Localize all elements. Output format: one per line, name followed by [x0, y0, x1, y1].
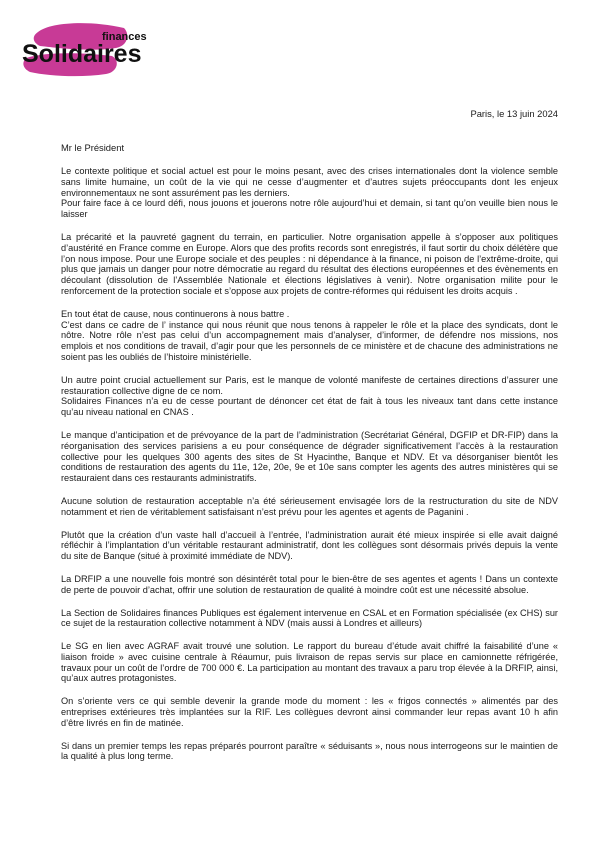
paragraph: La Section de Solidaires finances Publiques est également intervenue en CSAL et en Formation spécialisée (ex CHS) sur ce sujet de la restauration collective notamment à NDV (mais aussi à Londres et ailleurs): [61, 607, 558, 629]
letter-date: Paris, le 13 juin 2024: [470, 108, 558, 119]
svg-text:finances: finances: [102, 31, 147, 43]
paragraph: Aucune solution de restauration acceptable n’a été sérieusement envisagée lors de la restructuration du site de NDV notamment et rien de véritablement satisfaisant n’est prévu pour les agentes et agents de Paganini .: [61, 495, 558, 517]
svg-text:Solidaires: Solidaires: [22, 40, 142, 68]
paragraph: [61, 166, 558, 220]
paragraph: [61, 375, 558, 418]
solidaires-finances-logo: [20, 18, 147, 80]
paragraph-line: Solidaires Finances n’a eu de cesse pourtant de dénoncer cet état de fait à tous les niveaux tant dans cette instance qu’au niveau national en CNAS .: [61, 396, 558, 418]
paragraph-line: C’est dans ce cadre de l’ instance qui nous réunit que nous tenons à rappeler le rôle et la place des syndicats, dont le nôtre. Notre rôle n’est pas celui d’un accompagnement mais d’analyser, d’informer, de défendre nos missions, nos emplois et nos conditions de travail, d’agir pour que les personnels de ce ministère et de chacune des administrations ne soient pas les oubliés de l’histoire ministérielle.: [61, 319, 558, 362]
salutation: Mr le Président: [61, 142, 125, 153]
paragraph: Le manque d’anticipation et de prévoyance de la part de l’administration (Secrétariat Général, DGFIP et DR-FIP) dans la réorganisation des services parisiens a eu pour conséquence de dégrader significativement l’accès à la restauration collective pour les quelques 300 agents des sites de St Hyacinthe, Banque et NDV. Et va désorganiser bientôt les conditions de restauration des agents du 11e, 12e, 20e, 9e et 10e sans compter les agents des autres ministères qui se restauraient dans ces restaurants administratifs.: [61, 429, 558, 484]
paragraph-line: Un autre point crucial actuellement sur Paris, est le manque de volonté manifeste de certaines directions d’assurer une restauration collective digne de ce nom.: [61, 374, 558, 396]
paragraph: La DRFIP a une nouvelle fois montré son désintérêt total pour le bien-être de ses agentes et agents ! Dans un contexte de perte de pouvoir d’achat, offrir une solution de restauration de qualité à moindre coût est une nécessité absolue.: [61, 573, 558, 595]
paragraph-line: Pour faire face à ce lourd défi, nous jouons et jouerons notre rôle aujourd’hui et demain, si tant qu’on veuille bien nous le laisser: [61, 198, 558, 220]
paragraph-line: Le contexte politique et social actuel est pour le moins pesant, avec des crises internationales dont la violence semble sans limite humaine, un coût de la vie qui ne cesse d’augmenter et d’autres sujets préoccupants dont les enjeux environnementaux ne sont assurément pas les derniers.: [61, 166, 558, 198]
paragraph: [61, 309, 558, 363]
paragraph: La précarité et la pauvreté gagnent du terrain, en particulier. Notre organisation appelle à s’opposer aux politiques d’austérité en France comme en Europe. Alors que des profits records sont enregistrés, il faut sortir du choix délétère que l’on nous impose. Pour une Europe sociale et des peuples : ni dépendance à la finance, ni poison de l’extrême-droite, qui plus que jamais un danger pour notre démocratie au regard du résultat des élections européennes et des évènements en découlant (dissolution de l’Assemblée Nationale et élections législatives à venir). Notre organisation milite pour le renforcement de la protection sociale et s’oppose aux projets de contre-réformes qui réduisent les droits acquis .: [61, 231, 558, 296]
paragraph: Le SG en lien avec AGRAF avait trouvé une solution. Le rapport du bureau d’étude avait chiffré la faisabilité d’une « liaison froide » avec cuisine centrale à Réaumur, puis livraison de repas servis sur place en camionnette réfrigérée, travaux pour un coût de l’ordre de 700 000 €. La participation au montant des travaux a paru trop élevée à la DRFIP, ainsi, qu’aux autres protagonistes.: [61, 641, 558, 684]
paragraph-line: En tout état de cause, nous continuerons à nous battre .: [61, 308, 290, 319]
paragraph: Plutôt que la création d’un vaste hall d’accueil à l’entrée, l’administration aurait été mieux inspirée si elle avait daigné réfléchir à l’implantation d’un véritable restaurant administratif, dont les collègues sont désormais privés depuis la vente du site de Banque (situé à proximité immédiate de NDV).: [61, 529, 558, 562]
letter-body: [61, 166, 558, 774]
paragraph: On s’oriente vers ce qui semble devenir la grande mode du moment : les « frigos connectés » alimentés par des entreprises extérieures très implantées sur la RIF. Les collègues devront ainsi commander leur repas avant 10 h afin d’être livrés en fin de matinée.: [61, 696, 558, 728]
paragraph: Si dans un premier temps les repas préparés pourront paraître « séduisants », nous nous interrogeons sur le maintien de la qualité à plus long terme.: [61, 740, 558, 762]
